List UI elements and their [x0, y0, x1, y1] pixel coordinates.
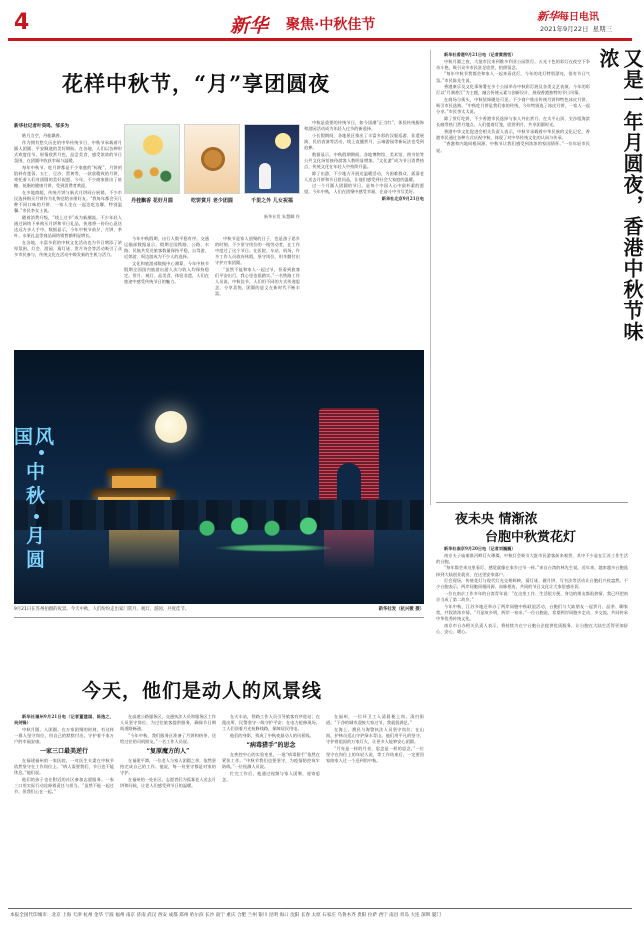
paragraph: 每年中秋节，吃月饼都是不少家庭的“标配”。月饼的馅料有莲蓉、五仁、豆沙、蛋黄等，一款款精致的月饼，寄托着人们对团圆的美好祝愿。今年，不少商家推出了低糖、低脂的健康月饼，受到消费者欢迎。 [14, 164, 122, 188]
subhead: 一家三口最美逆行 [39, 747, 88, 755]
illustration-3 [244, 124, 300, 194]
paragraph: 中秋月圆，人团圆。在万家团聚的时刻，有这样一群人坚守岗位，用自己的默默付出，守护着千家万户的幸福安康。 [14, 726, 114, 744]
side-headline-text: 又是一年月圆夜，香港中秋节味浓 [596, 48, 644, 342]
taiwan-byline: 新华社南京9月20日电（记者刘巍巍） [444, 546, 516, 551]
taiwan-headline-1: 夜未央 情渐浓 [455, 512, 538, 527]
main-col-1 [14, 133, 122, 373]
paragraph: “今年中秋，我们服务区准备了月饼和热茶，送给过往的司机朋友。”一名工作人员说。 [120, 732, 216, 744]
dateline: 新华社北京9月21日电 [381, 196, 424, 202]
photo-caption-text: 9月21日在苏州拍摄的夜景。今天中秋，人们纷纷走出家门赏月、观灯、游园，共度佳节。 [14, 607, 190, 612]
paragraph: 在火车站，铁路工作人员引导旅客有序进站；在派出所，民警坚守一线守护平安；在电力抢修现场，工人们顶着月光检修线路，保障居民用电。 [222, 714, 320, 732]
footer-printing-sites: 本报全国代印城市：北京 上海 天津 杭州 金华 宁波 福州 南京 济南 武汉 西安 成都 郑州 哈尔滨 长沙 南宁 重庆 合肥 兰州 银川 昆明 海口 沈阳 长春 太原 石家庄 乌鲁木齐 贵阳 拉萨 西宁 南昌 青岛 大连 深圳 厦门 [10, 913, 441, 918]
paragraph: 一位在南京工作多年的台湾青年说：“在这里工作、生活很方便，身边的朋友都很热情，我已经把南京当成了第二故乡。” [436, 591, 628, 603]
column-divider [430, 50, 431, 505]
page-header [0, 0, 640, 44]
paragraph: 今年中秋，江苏多地还举办了两岸同胞中秋联谊活动，台胞们与大陆朋友一起赏月、品茶、聊家常，共叙浓浓乡情。“月是故乡明，两岸一家亲。”一位台胞说，希望两岸同胞多走动、多交流，共同传承中华优秀传统文化。 [436, 603, 628, 621]
paragraph: 南京市台办相关负责人表示，将持续为在宁台胞台企提供优质服务，让台胞在大陆生活得更加舒心、安心、暖心。 [436, 622, 628, 634]
paragraph: 中秋是重要的传统节日，如今国潮“正当红”，体验传统服饰和游园活动成为年轻人过节的新选择。 [304, 120, 424, 132]
illustration-caption-3: 千里之外 儿女祝福 [251, 198, 293, 204]
paragraph: 在多地商超，传统月饼与新式月饼同台展销，不少市民选择购买月饼作为礼物送给亲朋好友。“我每年都会买几种不同口味的月饼，一家人坐在一起边吃边聊，特别温馨。”市民李女士说。 [14, 189, 122, 213]
paragraph: 他们的身影，构成了中秋夜最动人的风景线。 [230, 732, 314, 738]
bottom-headline: 今天，他们是动人的风景线 [82, 680, 323, 702]
figure-silhouette [259, 163, 271, 189]
illustration-caption-1: 丹桂飘香 花好月圆 [131, 198, 173, 204]
footer-rule [8, 908, 632, 909]
paragraph: “香港和内地同根同源，中秋节让我们感受到浓浓的家国情怀。”一位年轻市民说。 [436, 141, 590, 153]
paragraph: 香港中华文化促进会相关负责人表示，中秋节承载着中华民族的文化记忆，香港市民通过各种方式庆祝中秋，体现了对中华传统文化的认同与传承。 [436, 128, 590, 140]
paragraph: 忙完工作后，他通过视频与家人团聚，遥寄思念。 [222, 771, 320, 783]
weekday-text: 星期三 [592, 25, 613, 33]
paragraph: 他们的孩子也在附近的社区参加志愿服务。一家三口用实际行动诠释着责任与担当。“虽然不能一起过节，但我们心在一起。” [14, 777, 114, 795]
moon-icon [275, 133, 291, 149]
paragraph: 除了赏灯吃饼，不少香港市民选择与家人外出赏月。在太平山顶、尖沙咀海滨长廊等热门赏月地点，人们提着灯笼，欣赏明月，共享团圆时光。 [436, 115, 590, 127]
side-byline: 新华社香港9月21日电（记者黄茜恬） [444, 52, 516, 57]
masthead-brand: 新华 [537, 10, 559, 23]
main-col-3 [304, 120, 424, 346]
paragraph: “月亮是一样的月亮，思念是一样的思念。”一位坚守在岗位上的年轻人说，等工作结束后，一定要回家陪家人过一个迟到的中秋。 [326, 745, 424, 763]
banner-dot-2 [34, 514, 39, 519]
photo-caption [14, 606, 424, 612]
paragraph: 作为拥有悠久历史的中华传统节日，中秋节承载着月圆人团圆、平安顺遂的美好期盼。在各地，人们以各种形式欢度佳节，纵情欣赏月色，品尝美食，感受浓浓的节日氛围，在团圆中收获幸福与温暖。 [14, 139, 122, 163]
bottom-byline: 新华社福州9月21日电（记者董建国、陈逸之、吴剑锋） [14, 714, 114, 726]
paragraph: “虽然不能和家人一起过节，但看到旅客们平安出行，我心里也很踏实。”一名铁路工作人员说。中秋佳节，人们用不同的方式传递思念，分享喜悦，团圆的意义在新时代不断丰富。 [215, 267, 300, 297]
taiwan-headline-2: 台胞中秋赏花灯 [485, 530, 577, 545]
lit-trees [194, 515, 324, 537]
moon-icon [143, 135, 163, 155]
paragraph: 皓月当空，丹桂飘香。 [22, 133, 64, 138]
moon-icon [155, 411, 187, 443]
bottom-col-4 [326, 714, 424, 904]
paragraph: 在福州的一处社区，志愿者们为孤寡老人送去月饼和问候，让老人们感受到节日的温暖。 [120, 777, 216, 789]
illustration-caption-2: 吃饼赏月 老少团圆 [191, 198, 233, 204]
paragraph: 在福建平潭，一位老人与家人团圆之余，依然坚持完成自己的工作。他说，每一份坚守都是对家的守护。 [120, 758, 216, 776]
paragraph: 数据显示，中秋假期期间，各地博物馆、美术馆、图书馆等公共文化场馆接待游客人数明显增加。“文化游”成为节日消费热点，传统文化在年轻人中持续升温。 [304, 151, 424, 169]
subhead: “复原魔方的人” [146, 747, 190, 755]
taiwan-story-text [436, 546, 628, 902]
paragraph: 今年中秋假期，出行人数平稳有序。交通运输部数据显示，假期全国铁路、公路、水路、民航共发送旅客数量保持平稳，自驾游、近郊游、周边游成为不少人的选择。 [124, 236, 209, 260]
bottom-col-1 [14, 714, 114, 904]
paragraph: 在各地，丰富多彩的中秋文化活动也为节日增添了浓厚氛围。灯会、游园、猜灯谜、赏月诗会等活动吸引了众多市民参与，传统文化在活动中焕发新的生机与活力。 [14, 239, 122, 257]
banner-dot-1 [39, 450, 44, 455]
main-byline: 新华社记者叶昊鸣、邹多为 [14, 124, 70, 129]
paragraph: 中秋节是家人团聚的日子，也是游子思乡的时刻。不少坚守岗位的一线劳动者，在工作中度过了这个节日。在医院、车站、机场，许多工作人员放弃休假，坚守岗位，用辛勤付出守护万家团圆。 [215, 236, 300, 266]
paragraph: 灯会现场，传统花灯与现代灯光交相辉映，猜灯谜、做月饼、写书法等活动让台胞们兴致盎然。不少台胞表示，两岸同胞同根同源、血脉相连，共同的节日文化让大家倍感亲切。 [436, 578, 628, 590]
paragraph: 在商场与街头，中秋装饰随处可见。不少商户推出传统月饼和特色冰皮月饼，吸引市民选购。“中秋吃月饼是我们家的传统，今年特别选了冰皮月饼，一家人一起分享。”市民李太太说。 [436, 97, 590, 115]
bottom-col-3 [222, 714, 320, 904]
masthead-paper: 每日电讯 [559, 12, 599, 23]
paragraph: 在高速公路服务区，交通执法人员和服务区工作人员坚守岗位，为过往旅客提供服务，确保节日期间道路畅通。 [120, 714, 216, 732]
paragraph: 除了出游，不少地方开展送温暖活动，为困难群众、孤寡老人送去月饼和节日慰问品，让他们感受到社会大家庭的温暖。 [304, 170, 424, 182]
paragraph: 在疾控中心的实验室里，一批“病毒猎手”依然在紧张工作。“中秋节我们也要坚守，为疫情防控筑牢防线。”一位检测人员说。 [222, 752, 320, 770]
paragraph: “每年中秋节我都会和家人一起来看花灯，今年的花灯特别漂亮，很有节日气氛。”市民陈先生说。 [436, 71, 590, 83]
side-story-text [436, 52, 590, 498]
paragraph: 中秋月圆之夜，大批市民来到维多利亚公园赏灯。五光十色的彩灯在夜空下争奇斗艳，吸引众多市民驻足欣赏，拍照留念。 [436, 58, 590, 70]
mooncake-icon [201, 147, 225, 171]
paragraph: “每年都会来这里看灯，感觉就像在家乡过节一样。”来自台湾的林先生说。近年来，越来越多台胞选择到大陆创业就业，在这里安家落户。 [436, 565, 628, 577]
masthead-logo [537, 8, 599, 24]
paragraph: 南京夫子庙秦淮河畔灯火璀璨，中秋灯会吸引大批市民游客前来观赏，其中不少是在江苏工作生活的台胞。 [436, 552, 628, 564]
main-headline: 花样中秋节，“月”享团圆夜 [62, 71, 331, 96]
page-number: 4 [14, 10, 30, 35]
paragraph: 文化和旅游部数据中心测算，今年中秋节假期全国国内旅游出游人次与收入均保持稳定。赏月、观灯、品美食、体验非遗，人们在旅途中感受传统节日的魅力。 [124, 260, 209, 285]
illustration-2 [184, 124, 240, 194]
banner-text-2: 中秋 [26, 461, 46, 507]
subhead: “病毒猎手”的思念 [246, 741, 296, 749]
brand-logo-left: 新华 [230, 15, 269, 37]
section-title: 聚焦·中秋佳节 [286, 17, 376, 33]
banner-text-1: 国风 [14, 426, 57, 448]
osmanthus-branch [129, 163, 175, 185]
paragraph: 香港康乐及文化事务署在多个公园举办中秋彩灯展及各类文艺表演。今年的彩灯以“月满香江”为主题，融合传统元素与创新设计，展现香港独特的节日风情。 [436, 84, 590, 96]
banner-overlay [14, 422, 76, 572]
paragraph: 小长假期间，各地景区推出了丰富多彩的汉服巡游、非遗展演、民俗表演等活动，线上直播赏月、云端游园等新玩法也受到追捧。 [304, 132, 424, 150]
photo-credit: 新华社发（杭兴微 摄） [378, 607, 424, 612]
paragraph: 随着消费升级，“线上过节”成为新潮流。不少年轻人通过网络下单购买月饼和节日礼品，快递将一份份心意送达远方亲人手中。数据显示，今年中秋节前夕，月饼、茶叶、水果礼盒等商品网络销售额明显增长。 [14, 214, 122, 238]
section-divider [436, 502, 628, 503]
bottom-col-2 [120, 714, 216, 904]
main-col-2 [124, 236, 300, 344]
date-text: 2021年9月22日 [540, 25, 589, 33]
illustration-credit: 新华社发 朱慧卿 作 [263, 214, 300, 219]
paragraph: 过一个月圆人团圆的节日，是每个中国人心中最朴素的愿望。今年中秋，人们在团聚中感受幸福，在奋斗中书写美好。 [304, 183, 424, 195]
illustration-group [124, 124, 300, 232]
banner-text-3: 月圆 [26, 525, 46, 571]
issue-date [540, 24, 612, 33]
side-headline [596, 48, 644, 358]
paragraph: 在福州，一位环卫工人清晨便上岗，清扫街道。“干净的城市迎接大家过节，我就很满足。” [326, 714, 424, 726]
section-divider [14, 617, 424, 618]
paragraph: 在福建福州的一家医院，一对医生夫妻在中秋节依然坚守在工作岗位上。“病人需要我们，节日也不能休息。”他们说。 [14, 758, 114, 776]
illustration-1 [124, 124, 180, 194]
header-rule [8, 38, 632, 41]
paragraph: 在海上，渔民与海警执法人员坚守岗位；在山间，护林员巡山守护绿水青山。他们用平凡的坚守，守护着祖国的万家灯火，让更多人能够安心团圆。 [326, 726, 424, 744]
